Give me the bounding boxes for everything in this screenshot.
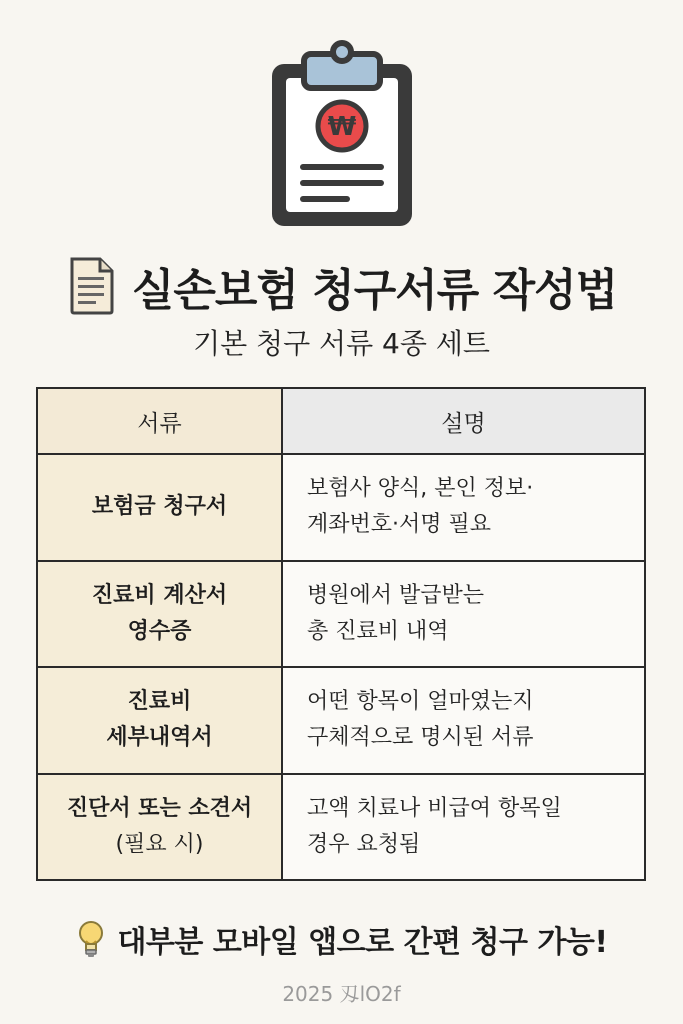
table-row (37, 454, 645, 561)
description-line: 총 진료비 내역 (307, 618, 449, 644)
document-name: 영수증 (127, 618, 192, 644)
description-line: 보험사 양식, 본인 정보· (307, 476, 534, 502)
table-row (37, 561, 645, 668)
description-cell (282, 774, 645, 881)
document-name: 진료비 (127, 689, 192, 715)
tip-text: 대부분 모바일 앱으로 간편 청구 가능! (117, 925, 608, 960)
footer-text: 2025 刄lO2f (282, 982, 401, 1006)
document-name: 진료비 계산서 (91, 582, 228, 608)
document-name-cell (37, 667, 282, 774)
document-name-cell (37, 561, 282, 668)
description-line: 구체적으로 명시된 서류 (307, 725, 534, 751)
description-line: 고액 치료나 비급여 항목일 (307, 795, 562, 821)
table-row (37, 667, 645, 774)
clipboard-icon (266, 40, 418, 232)
page-title: 실손보험 청구서류 작성법 (131, 265, 618, 316)
description-cell (282, 667, 645, 774)
document-name: 세부내역서 (106, 725, 213, 751)
table-row (37, 774, 645, 881)
document-name: 보험금 청구서 (91, 494, 228, 520)
document-icon (66, 255, 118, 317)
description-line: 병원에서 발급받는 (307, 582, 485, 608)
document-name: 진단서 또는 소견서 (66, 795, 253, 821)
documents-table (36, 387, 646, 881)
description-cell (282, 454, 645, 561)
table-header-row (37, 388, 645, 454)
won-badge-icon (318, 102, 366, 150)
description-line: 어떤 항목이 얼마였는지 (307, 689, 534, 715)
svg-text:₩: ₩ (327, 112, 357, 142)
page-subtitle: 기본 청구 서류 4종 세트 (193, 327, 490, 360)
document-name-cell (37, 454, 282, 561)
lightbulb-icon (75, 919, 107, 959)
column-header-document: 서류 (37, 388, 282, 454)
title-row (0, 250, 683, 322)
column-header-description: 설명 (282, 388, 645, 454)
description-line: 계좌번호·서명 필요 (307, 512, 492, 538)
document-note: (필요 시) (115, 831, 204, 857)
tip-row (0, 910, 683, 968)
description-cell (282, 561, 645, 668)
document-name-cell (37, 774, 282, 881)
description-line: 경우 요청됨 (307, 831, 421, 857)
